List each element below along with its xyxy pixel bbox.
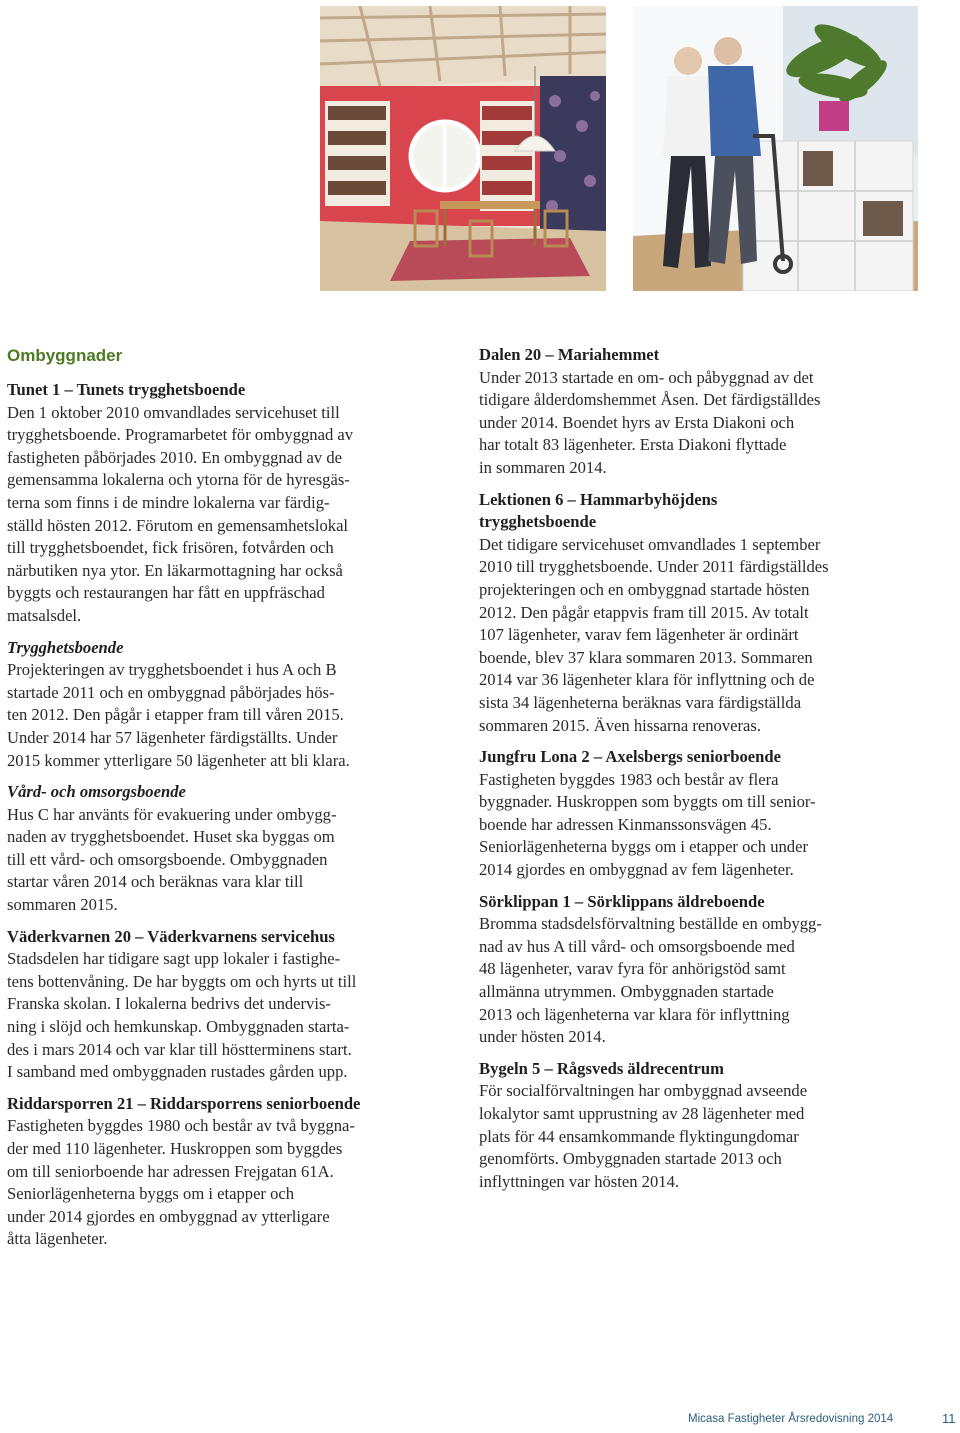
article-heading: Lektionen 6 – Hammarbyhöjdens trygghetsboende [479, 489, 718, 532]
article-body: Den 1 oktober 2010 omvandlades servicehuset till trygghetsboende. Programarbetet för ombyggnad av fastigheten påbörjades 2010. En ombyggnad av de gemensamma lokalerna och ytorna för de hyresgäs- terna som finns i de mindre lokalerna var färdig- ställd hösten 2012. Förutom en gemensamhetslokal till trygghetsboendet, fick frisören, fotvården och närbutiken nya ytor. En läkarmottagning har också byggts och restaurangen har fått en uppfräschad matsalsdel. [7, 402, 354, 625]
article-body: Under 2013 startade en om- och påbyggnad av det tidigare ålderdomshemmet Åsen. Det färdigställdes under 2014. Boendet hyrs av Ersta Diakoni och har totalt 83 lägenheter. Ersta Diakoni flyttade in sommaren 2014. [479, 367, 821, 477]
article-heading: Bygeln 5 – Rågsveds äldrecentrum [479, 1058, 724, 1078]
article-body: För socialförvaltningen har ombyggnad avseende lokalytor samt upprustning av 28 lägenheter med plats för 44 ensamkommande flyktingungdomar genomförts. Ombyggnaden startade 2013 och inflyttningen var hösten 2014. [479, 1081, 808, 1191]
right-column [479, 344, 929, 1202]
article-riddarsporren [7, 1093, 455, 1251]
dining-room-photo [320, 6, 606, 291]
article-body: Det tidigare servicehuset omvandlades 1 september 2010 till trygghetsboende. Under 2011 färdigställdes projekteringen och en ombyggnad startade hösten 2012. Den pågår etappvis fram till 2015. Av totalt 107 lägenheter, varav fem lägenheter är ordinärt boende, blev 37 klara sommaren 2013. Sommaren 2014 var 36 lägenheter klara för inflyttning och de sista 34 lägenheterna beräknas vara färdigställda sommaren 2015. Även hissarna renoveras. [479, 534, 829, 735]
article-subheading: Trygghetsboende [7, 637, 124, 657]
page-footer [688, 1411, 956, 1426]
article-body: Stadsdelen har tidigare sagt upp lokaler i fastighe- tens bottenvåning. De har byggts om och hyrts ut till Franska skolan. I lokalerna bedrivs det undervis- ning i slöjd och hemkunskap. Ombyggnaden starta- des i mars 2014 och var klar till höstterminens start. I samband med ombyggnaden rustades gården upp. [7, 949, 357, 1082]
publication-title: Micasa Fastigheter Årsredovisning 2014 [688, 1413, 894, 1425]
article-body: Projekteringen av trygghetsboendet i hus A och B startade 2011 och en ombyggnad påbörjades hös- ten 2012. Den pågår i etapper fram till våren 2015. Under 2014 har 57 lägenheter färdigställts. Under 2015 kommer ytterligare 50 lägenheter att bli klara. [7, 660, 350, 770]
article-body: Bromma stadsdelsförvaltning beställde en ombygg- nad av hus A till vård- och omsorgsboende med 48 lägenheter, varav fyra för anhörigstöd samt allmänna utrymmen. Ombyggnaden startade 2013 och lägenheterna var klara för inflyttning under hösten 2014. [479, 914, 822, 1047]
article-subheading: Vård- och omsorgsboende [7, 782, 186, 802]
article-bygeln [479, 1058, 929, 1194]
page-number: 11 [942, 1411, 956, 1426]
article-tunet [7, 379, 455, 628]
article-heading: Tunet 1 – Tunets trygghetsboende [7, 380, 246, 399]
article-lektionen [479, 489, 929, 738]
article-heading: Sörklippan 1 – Sörklippans äldreboende [479, 891, 765, 911]
article-dalen [479, 344, 929, 480]
elderly-walking-photo [633, 6, 918, 291]
article-heading: Jungfru Lona 2 – Axelsbergs seniorboende [479, 747, 781, 767]
article-trygghetsboende [7, 637, 455, 773]
article-body: Fastigheten byggdes 1980 och består av två byggna- der med 110 lägenheter. Huskroppen som byggdes om till seniorboende har adressen Frejgatan 61A. Seniorlägenheterna byggs om i etapper och under 2014 gjordes en ombyggnad av ytterligare åtta lägenheter. [7, 1116, 355, 1249]
article-sorklippan [479, 891, 929, 1049]
left-column [7, 344, 455, 1260]
article-heading: Dalen 20 – Mariahemmet [479, 345, 660, 364]
article-body: Fastigheten byggdes 1983 och består av flera byggnader. Huskroppen som byggts om till senior- boende har adressen Kinmanssonsvägen 45. Seniorlägenheterna byggs om i etapper och under 2014 gjordes en ombyggnad av fem lägenheter. [479, 769, 816, 880]
article-heading: Riddarsporren 21 – Riddarsporrens seniorboende [7, 1093, 361, 1113]
section-title: Ombyggnader [7, 346, 123, 365]
article-body: Hus C har använts för evakuering under ombygg- naden av trygghetsboendet. Huset ska byggas om till ett vård- och omsorgsboende. Ombyggnaden startar våren 2014 och beräknas vara klar till sommaren 2015. [7, 804, 337, 915]
article-vaderkvarnen [7, 926, 455, 1084]
article-jungfru-lona [479, 746, 929, 882]
article-heading: Väderkvarnen 20 – Väderkvarnens servicehus [7, 926, 335, 946]
article-vard-omsorgsboende [7, 781, 455, 917]
